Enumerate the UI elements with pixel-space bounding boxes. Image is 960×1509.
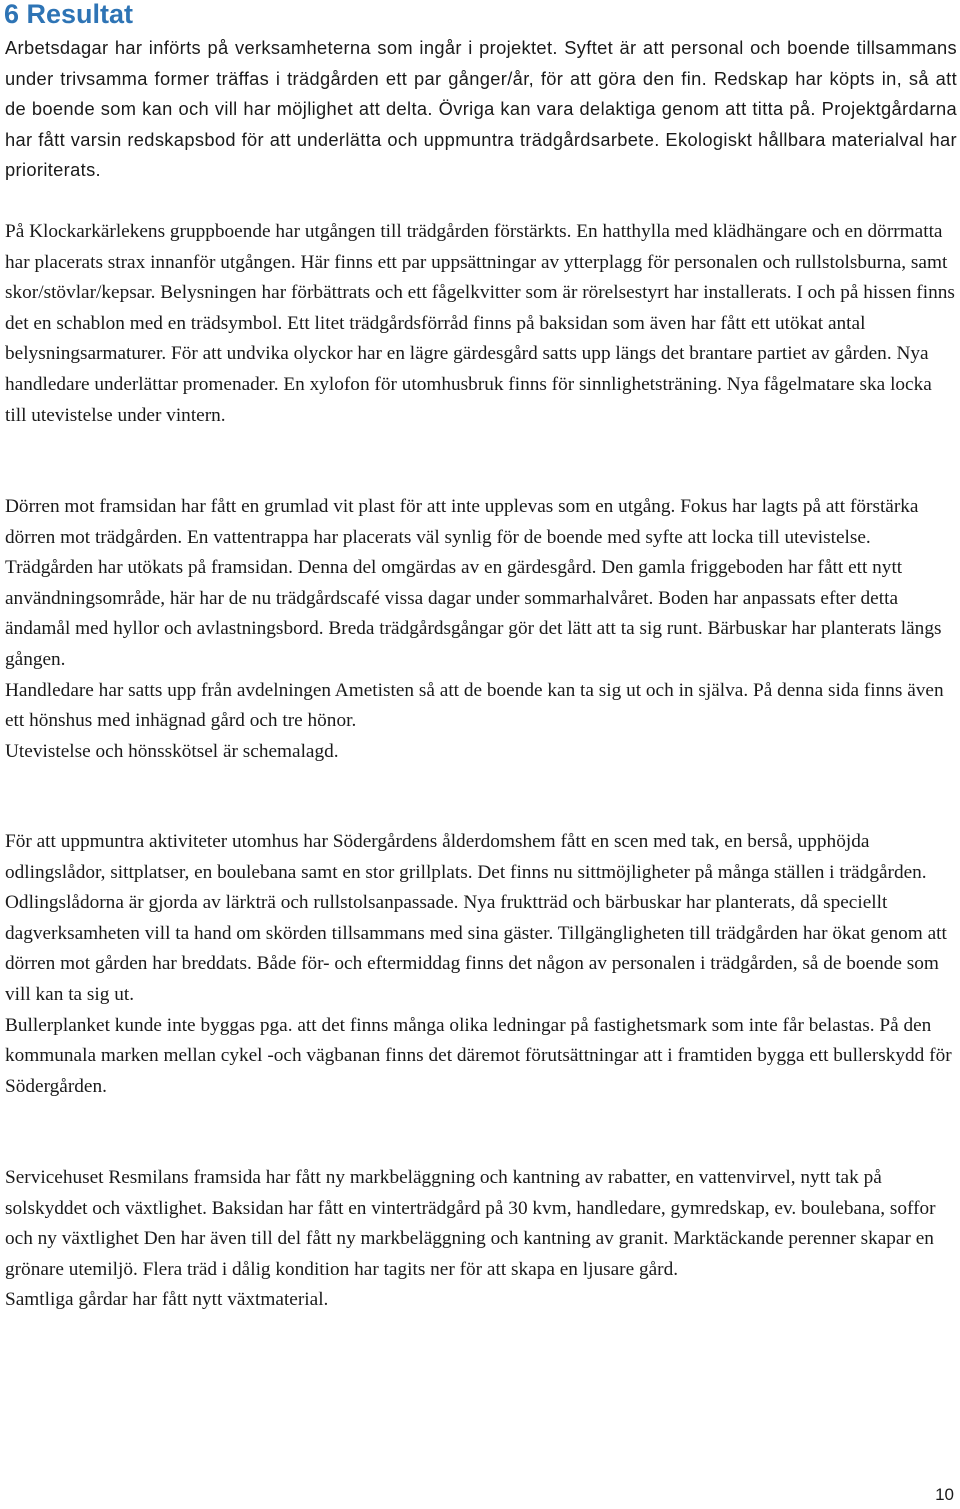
klockarkarleken-paragraph: På Klockarkärlekens gruppboende har utgången till trädgården förstärkts. En hatthylla med klädhängare och en dörrmatta har placerats strax innanför utgången. Här finns ett par uppsättningar av ytterplagg för personalen och rullstolsburna, samt skor/stövlar/kepsar. Belysningen har förbättrats och ett fågelkvitter som är rörelsestyrt har installerats. I och på hissen finns det en schablon med en trädsymbol. Ett litet trädgårdsförråd finns på baksidan som även har fått ett utökat antal belysningsarmaturer. För att undvika olyckor har en lägre gärdesgård satts upp längs det brantare partiet av gården. Nya handledare underlättar promenader. En xylofon för utomhusbruk finns för sinnlighetsträning. Nya fågelmatare ska locka till utevistelse under vintern.: [5, 221, 955, 426]
door-paragraph: Dörren mot framsidan har fått en grumlad vit plast för att inte upplevas som en utgång. Fokus har lagts på att förstärka dörren mot trädgården. En vattentrappa har placerats väl synlig för de boende med syfte att locka till utevistelse.: [5, 496, 919, 548]
intro-paragraph: Arbetsdagar har införts på verksamheterna som ingår i projektet. Syftet är att personal och boende tillsammans under trivsamma former träffas i trädgården ett par gånger/år, för att göra den fin. Redskap har köpts in, så att de boende som kan och vill har möjlighet att delta. Övriga kan vara delaktiga genom att titta på. Projektgårdarna har fått varsin redskapsbod för att underlätta och uppmuntra trädgårdsarbete. Ekologiskt hållbara materialval har prioriterats.: [5, 37, 957, 181]
door-section: [5, 492, 955, 767]
sodergarden-section: [5, 827, 955, 1102]
schedule-paragraph: Utevistelse och hönsskötsel är schemalagd.: [5, 740, 339, 762]
planter-boxes-paragraph: Odlingslådorna är gjorda av lärkträ och rullstolsanpassade. Nya fruktträd och bärbuskar har planterats, då speciellt dagverksamheten vill ta hand om skörden tillsammans med sina gäster. Tillgängligheten till trädgården har ökat genom att dörren mot gården har breddats. Både för- och eftermiddag finns det någon av personalen i trädgården, så de boende som vill kan ta sig ut.: [5, 892, 947, 1005]
front-garden-paragraph: Trädgården har utökats på framsidan. Denna del omgärdas av en gärdesgård. Den gamla friggeboden har fått ett nytt användningsområde, här har de nu trädgårdscafé vissa dagar under sommarhalvåret. Boden har anpassats efter detta ändamål med hyllor och avlastningsbord. Breda trädgårdsgångar gör det lätt att ta sig runt. Bärbuskar har planterats längs gången.: [5, 557, 942, 670]
plant-material-paragraph: Samtliga gårdar har fått nytt växtmaterial.: [5, 1289, 329, 1311]
page-number: 10: [935, 1485, 954, 1504]
handrail-paragraph: Handledare har satts upp från avdelningen Ametisten så att de boende kan ta sig ut och in själva. På denna sida finns även ett hönshus med inhägnad gård och tre hönor.: [5, 679, 944, 732]
noise-barrier-paragraph: Bullerplanket kunde inte byggas pga. att det finns många olika ledningar på fastighetsmark som inte får belastas. På den kommunala marken mellan cykel -och vägbanan finns det däremot förutsättningar att i framtiden bygga ett bullerskydd för Södergården.: [5, 1014, 952, 1097]
klockarkarleken-section: [5, 217, 955, 431]
resmilan-section: [5, 1163, 955, 1316]
section-heading: 6 Resultat: [4, 0, 134, 29]
sodergarden-paragraph: För att uppmuntra aktiviteter utomhus har Södergårdens ålderdomshem fått en scen med tak, en berså, upphöjda odlingslådor, sittplatser, en boulebana samt en stor grillplats. Det finns nu sittmöjligheter på många ställen i trädgården.: [5, 831, 927, 883]
resmilan-paragraph: Servicehuset Resmilans framsida har fått ny markbeläggning och kantning av rabatter, en vattenvirvel, nytt tak på solskyddet och växtlighet. Baksidan har fått en vinterträdgård på 30 kvm, handledare, gymredskap, ev. boulebana, soffor och ny växtlighet Den har även till del fått ny markbeläggning och kantning av granit. Marktäckande perenner skapar en grönare utemiljö. Flera träd i dålig kondition har tagits ner för att skapa en ljusare gård.: [5, 1167, 936, 1280]
